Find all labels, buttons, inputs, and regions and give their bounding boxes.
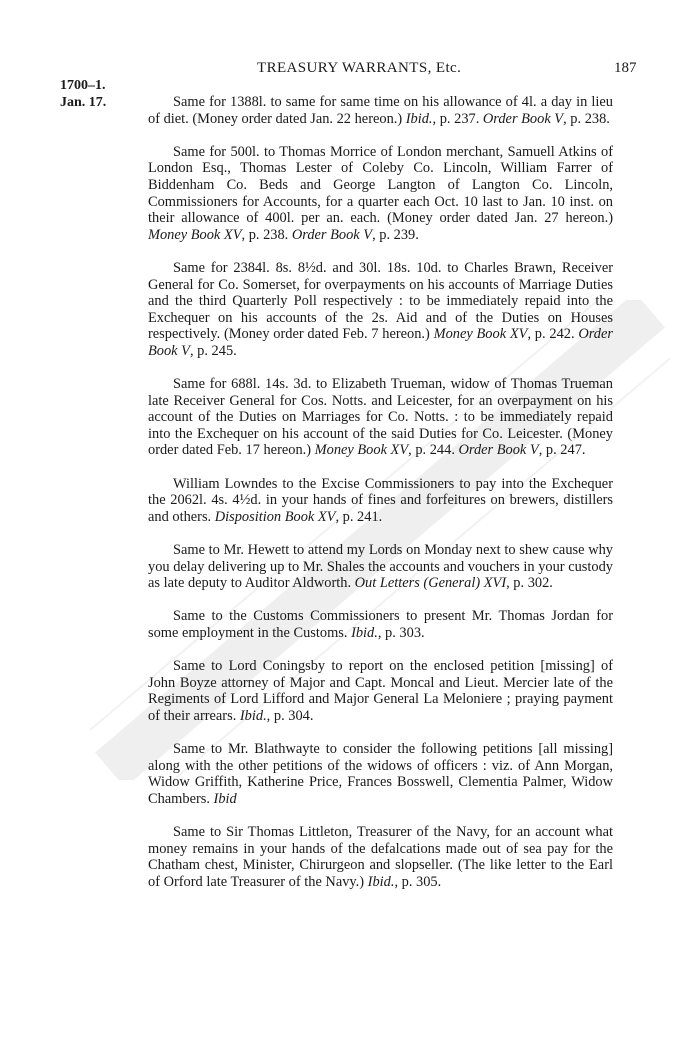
entries-body [148, 94, 613, 907]
entry: Same for 1388l. to same for same time on his allowance of 4l. a day in lieu of diet. (Money order dated Jan. 22 hereon.) Ibid., p. 237. Order Book V, p. 238. [148, 94, 613, 127]
entry: Same to Mr. Hewett to attend my Lords on Monday next to shew cause why you delay delivering up to Mr. Shales the accounts and vouchers in your custody as late deputy to Auditor Aldworth. Out Letters (General) XVI, p. 302. [148, 542, 613, 592]
entry: Same for 688l. 14s. 3d. to Elizabeth Trueman, widow of Thomas Trueman late Receiver General for Cos. Notts. and Leicester, for an overpayment on his account of the Duties on Marriages for Co. Notts. : to be immediately repaid into the Exchequer on his account of the said Duties for Co. Leicester. (Money order dated Feb. 17 hereon.) Money Book XV, p. 244. Order Book V, p. 247. [148, 376, 613, 459]
margin-date: Jan. 17. [60, 95, 107, 110]
page-number: 187 [614, 60, 637, 76]
running-header-title: TREASURY WARRANTS, Etc. [257, 60, 462, 76]
entry: Same to Mr. Blathwayte to consider the following petitions [all missing] along with the other petitions of the widows of officers : viz. of Ann Morgan, Widow Griffith, Katherine Price, Frances Bosswell, Clementia Palmer, Widow Chambers. Ibid [148, 741, 613, 807]
entry: Same to the Customs Commissioners to present Mr. Thomas Jordan for some employment in the Customs. Ibid., p. 303. [148, 608, 613, 641]
entry: Same to Sir Thomas Littleton, Treasurer of the Navy, for an account what money remains in your hands of the defalcations made out of sea pay for the Chatham chest, Minister, Chirurgeon and slopseller. (The like letter to the Earl of Orford late Treasurer of the Navy.) Ibid., p. 305. [148, 824, 613, 890]
entry: Same for 500l. to Thomas Morrice of London merchant, Samuell Atkins of London Esq., Thomas Lester of Coleby Co. Lincoln, William Farrer of Biddenham Co. Beds and George Langton of Langton Co. Lincoln, Commissioners for Accounts, for a quarter each Oct. 10 last to Jan. 10 inst. on their allowance of 400l. per an. each. (Money order dated Jan. 27 hereon.) Money Book XV, p. 238. Order Book V, p. 239. [148, 143, 613, 243]
margin-year: 1700–1. [60, 78, 106, 93]
entry: Same to Lord Coningsby to report on the enclosed petition [missing] of John Boyze attorney of Major and Capt. Moncal and Lieut. Mercier late of the Regiments of Lord Lifford and Major General La Meloniere ; praying payment of their arrears. Ibid., p. 304. [148, 658, 613, 724]
entry: William Lowndes to the Excise Commissioners to pay into the Exchequer the 2062l. 4s. 4½d. in your hands of fines and forfeitures on brewers, distillers and others. Disposition Book XV, p. 241. [148, 475, 613, 525]
entry: Same for 2384l. 8s. 8½d. and 30l. 18s. 10d. to Charles Brawn, Receiver General for Co. Somerset, for overpayments on his accounts of Marriage Duties and the third Quarterly Poll respectively : to be immediately repaid into the Exchequer on his accounts of the 2s. Aid and of the Duties on Houses respectively. (Money order dated Feb. 7 hereon.) Money Book XV, p. 242. Order Book V, p. 245. [148, 259, 613, 359]
